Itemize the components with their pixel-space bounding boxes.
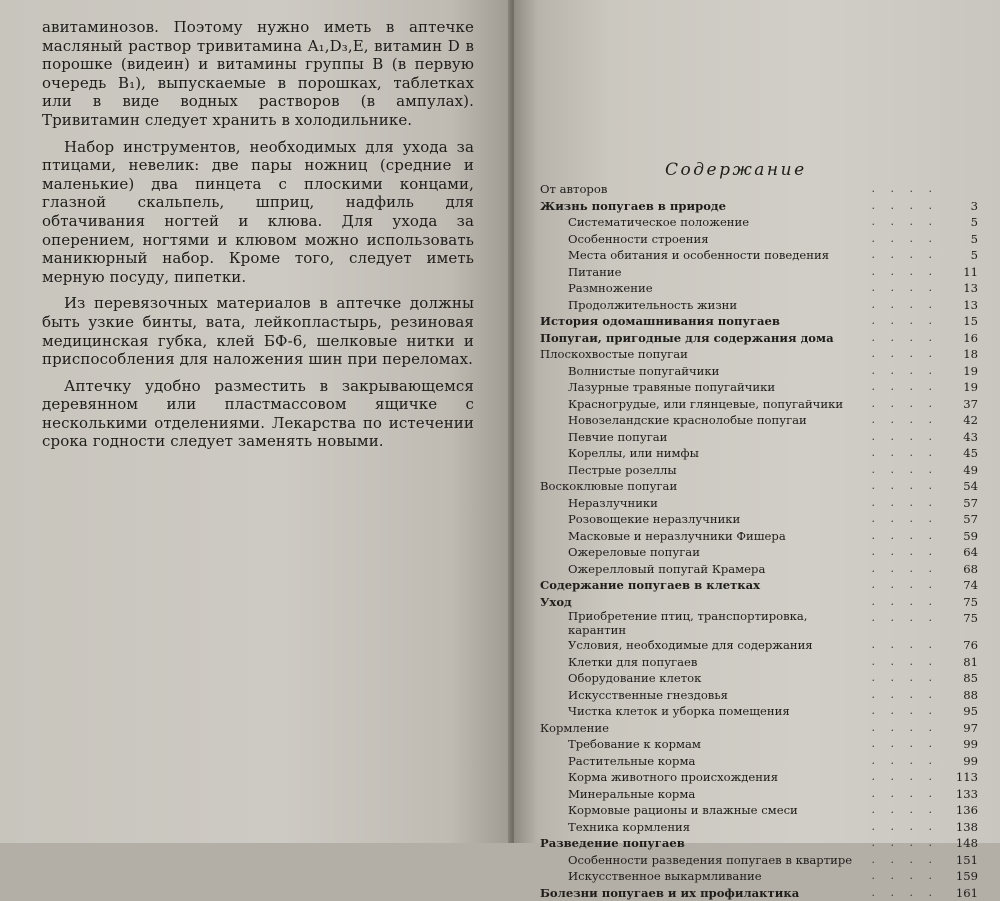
toc-entry-label: Продолжительность жизни xyxy=(568,298,737,312)
toc-leader-dots: . . . . xyxy=(872,363,938,380)
toc-leader-dots: . . . . xyxy=(872,637,938,654)
toc-entry-label: Искусственные гнездовья xyxy=(568,688,728,702)
toc-entry xyxy=(540,264,978,281)
toc-leader-dots: . . . . xyxy=(872,231,938,248)
toc-entry-page: 19 xyxy=(942,379,978,396)
toc-entry-page: 136 xyxy=(942,802,978,819)
toc-entry-label: От авторов xyxy=(540,182,607,196)
toc-leader-dots: . . . . xyxy=(872,786,938,803)
toc-leader-dots: . . . . xyxy=(872,247,938,264)
toc-entry-label: Особенности разведения попугаев в квартире xyxy=(568,853,852,867)
toc-entry xyxy=(540,786,978,803)
toc-entry xyxy=(540,379,978,396)
toc-entry xyxy=(540,654,978,671)
toc-entry-label: Клетки для попугаев xyxy=(568,655,697,669)
toc-entry-page: 95 xyxy=(942,703,978,720)
toc-entry xyxy=(540,462,978,479)
toc-entry-label: Требование к кормам xyxy=(568,737,701,751)
toc-entry xyxy=(540,346,978,363)
toc-leader-dots: . . . . xyxy=(872,412,938,429)
toc-entry-page: 133 xyxy=(942,786,978,803)
toc-entry-page: 42 xyxy=(942,412,978,429)
toc-entry-page: 11 xyxy=(942,264,978,281)
toc-leader-dots: . . . . xyxy=(872,703,938,720)
toc-entry-label: Жизнь попугаев в природе xyxy=(540,199,726,213)
toc-entry xyxy=(540,852,978,869)
toc-entry-label: Воскоклювые попугаи xyxy=(540,479,677,493)
toc-entry xyxy=(540,637,978,654)
toc-leader-dots: . . . . xyxy=(872,819,938,836)
toc-entry-label: Корма животного происхождения xyxy=(568,770,778,784)
toc-leader-dots: . . . . xyxy=(872,852,938,869)
toc-leader-dots: . . . . xyxy=(872,577,938,594)
toc-entry-page: 57 xyxy=(942,495,978,512)
toc-entry-label: Плоскохвостые попугаи xyxy=(540,347,688,361)
paragraph-1: авитаминозов. Поэтому нужно иметь в аптечке масляный раствор тривитамина A₁,D₃,E, витамин D в порошке (видеин) и витамины группы B (в первую очередь B₁), выпускаемые в порошках, таблетках или в виде водных растворов (в ампулах). Тривитамин следует хранить в холодильнике. xyxy=(42,18,474,130)
toc-entry-page: 75 xyxy=(942,594,978,611)
toc-entry xyxy=(540,297,978,314)
toc-entry-label: Места обитания и особенности поведения xyxy=(568,248,829,262)
toc-leader-dots: . . . . xyxy=(872,594,938,611)
toc-entry xyxy=(540,396,978,413)
toc-entry-label: Искусственное выкармливание xyxy=(568,869,762,883)
toc-entry xyxy=(540,720,978,737)
toc-entry-page: 74 xyxy=(942,577,978,594)
toc-entry xyxy=(540,544,978,561)
toc-entry xyxy=(540,802,978,819)
toc-entry-label: Красногрудые, или глянцевые, попугайчики xyxy=(568,397,843,411)
toc-entry-label: Розовощекие неразлучники xyxy=(568,512,740,526)
toc-entry-page: 148 xyxy=(942,835,978,852)
toc-entry-label: Волнистые попугайчики xyxy=(568,364,719,378)
toc-title: Содержание xyxy=(665,160,807,180)
toc-entry-label: Разведение попугаев xyxy=(540,836,685,850)
toc-entry-page: 159 xyxy=(942,868,978,885)
toc-entry-label: История одомашнивания попугаев xyxy=(540,314,780,328)
toc-entry-label: Содержание попугаев в клетках xyxy=(540,578,760,592)
toc-entry-page: 161 xyxy=(942,885,978,901)
toc-entry-label: Чистка клеток и уборка помещения xyxy=(568,704,790,718)
toc-entry-page: 59 xyxy=(942,528,978,545)
toc-entry xyxy=(540,478,978,495)
toc-leader-dots: . . . . xyxy=(872,544,938,561)
toc-entry-label: Минеральные корма xyxy=(568,787,695,801)
toc-entry-label: Систематическое положение xyxy=(568,215,749,229)
toc-entry xyxy=(540,703,978,720)
toc-leader-dots: . . . . xyxy=(872,885,938,901)
toc-entry-page: 88 xyxy=(942,687,978,704)
toc-leader-dots: . . . . xyxy=(872,511,938,528)
toc-entry-label: Лазурные травяные попугайчики xyxy=(568,380,775,394)
toc-entry-page: 16 xyxy=(942,330,978,347)
toc-entry xyxy=(540,753,978,770)
toc-entry-page: 54 xyxy=(942,478,978,495)
toc-entry-label: Условия, необходимые для содержания xyxy=(568,638,813,652)
toc-entry xyxy=(540,511,978,528)
toc-entry-page: 76 xyxy=(942,637,978,654)
toc-leader-dots: . . . . xyxy=(872,297,938,314)
toc-entry xyxy=(540,736,978,753)
toc-entry-page: 37 xyxy=(942,396,978,413)
toc-entry-page: 5 xyxy=(942,214,978,231)
toc-leader-dots: . . . . xyxy=(872,753,938,770)
toc-entry-page: 97 xyxy=(942,720,978,737)
toc-entry-label: Питание xyxy=(568,265,621,279)
toc-entry-label: Кореллы, или нимфы xyxy=(568,446,699,460)
toc-leader-dots: . . . . xyxy=(872,214,938,231)
toc-entry-page: 151 xyxy=(942,852,978,869)
toc-entry-page: 18 xyxy=(942,346,978,363)
toc-entry-label: Ожереловые попугаи xyxy=(568,545,700,559)
toc-entry-page: 75 xyxy=(942,610,978,627)
toc-entry-label: Певчие попугаи xyxy=(568,430,667,444)
toc-entry-label: Техника кормления xyxy=(568,820,690,834)
toc-entry xyxy=(540,363,978,380)
toc-entry xyxy=(540,198,978,215)
toc-entry xyxy=(540,769,978,786)
left-page xyxy=(0,0,512,843)
toc-leader-dots: . . . . xyxy=(872,429,938,446)
toc-leader-dots: . . . . xyxy=(872,330,938,347)
toc-leader-dots: . . . . xyxy=(872,280,938,297)
table-of-contents xyxy=(540,181,978,901)
toc-entry-page: 3 xyxy=(942,198,978,215)
toc-entry xyxy=(540,687,978,704)
toc-leader-dots: . . . . xyxy=(872,198,938,215)
toc-leader-dots: . . . . xyxy=(872,462,938,479)
toc-entry-label: Попугаи, пригодные для содержания дома xyxy=(540,331,834,345)
toc-entry xyxy=(540,214,978,231)
toc-leader-dots: . . . . xyxy=(872,561,938,578)
toc-entry-label: Неразлучники xyxy=(568,496,658,510)
toc-entry xyxy=(540,247,978,264)
toc-entry-page: 81 xyxy=(942,654,978,671)
toc-leader-dots: . . . . xyxy=(872,769,938,786)
toc-leader-dots: . . . . xyxy=(872,528,938,545)
toc-leader-dots: . . . . xyxy=(872,654,938,671)
toc-entry-label: Ожерелловый попугай Крамера xyxy=(568,562,765,576)
toc-leader-dots: . . . . xyxy=(872,396,938,413)
toc-entry xyxy=(540,429,978,446)
toc-leader-dots: . . . . xyxy=(872,670,938,687)
toc-entry-page: 43 xyxy=(942,429,978,446)
toc-entry-label: Кормление xyxy=(540,721,609,735)
toc-leader-dots: . . . . xyxy=(872,736,938,753)
toc-leader-dots: . . . . xyxy=(872,868,938,885)
toc-leader-dots: . . . . xyxy=(872,445,938,462)
toc-entry xyxy=(540,885,978,901)
toc-leader-dots: . . . . xyxy=(872,379,938,396)
toc-entry-label: Размножение xyxy=(568,281,653,295)
toc-leader-dots: . . . . xyxy=(872,835,938,852)
toc-leader-dots: . . . . xyxy=(872,720,938,737)
toc-leader-dots: . . . . xyxy=(872,346,938,363)
paragraph-2: Набор инструментов, необходимых для ухода за птицами, невелик: две пары ножниц (средние и маленькие) два пинцета с плоскими концами, глазной скальпель, шприц, надфиль для обтачивания ногтей и клюва. Для ухода за оперением, ногтями и клювом можно использовать маникюрный набор. Кроме того, следует иметь мерную посуду, пипетки. xyxy=(42,138,474,287)
toc-entry-page: 15 xyxy=(942,313,978,330)
toc-entry-label: Уход xyxy=(540,595,572,609)
toc-entry xyxy=(540,819,978,836)
toc-entry xyxy=(540,445,978,462)
toc-entry-page: 5 xyxy=(942,247,978,264)
toc-entry xyxy=(540,330,978,347)
toc-leader-dots: . . . . xyxy=(872,687,938,704)
toc-entry-page: 99 xyxy=(942,736,978,753)
toc-entry xyxy=(540,280,978,297)
toc-entry-label: Болезни попугаев и их профилактика xyxy=(540,886,799,900)
toc-entry-page: 45 xyxy=(942,445,978,462)
toc-entry-page: 99 xyxy=(942,753,978,770)
toc-entry-page: 5 xyxy=(942,231,978,248)
toc-entry-label: Оборудование клеток xyxy=(568,671,701,685)
toc-entry xyxy=(540,412,978,429)
toc-leader-dots: . . . . xyxy=(872,264,938,281)
left-page-text xyxy=(42,18,474,459)
toc-entry-label: Пестрые розеллы xyxy=(568,463,677,477)
toc-entry xyxy=(540,670,978,687)
toc-entry-label: Кормовые рационы и влажные смеси xyxy=(568,803,798,817)
toc-leader-dots: . . . . xyxy=(872,610,938,627)
toc-entry xyxy=(540,577,978,594)
toc-leader-dots: . . . . xyxy=(872,181,938,198)
toc-entry xyxy=(540,868,978,885)
toc-leader-dots: . . . . xyxy=(872,495,938,512)
toc-entry xyxy=(540,610,978,637)
toc-entry xyxy=(540,835,978,852)
toc-entry-page: 13 xyxy=(942,297,978,314)
toc-entry xyxy=(540,528,978,545)
toc-entry xyxy=(540,561,978,578)
toc-entry-label: Приобретение птиц, транспортировка, карантин xyxy=(568,610,818,637)
toc-entry-label: Масковые и неразлучники Фишера xyxy=(568,529,786,543)
toc-leader-dots: . . . . xyxy=(872,313,938,330)
toc-entry-page: 13 xyxy=(942,280,978,297)
toc-entry-page: 85 xyxy=(942,670,978,687)
toc-entry xyxy=(540,313,978,330)
toc-entry-page: 57 xyxy=(942,511,978,528)
toc-entry-page: 49 xyxy=(942,462,978,479)
toc-entry xyxy=(540,495,978,512)
toc-entry-page: 19 xyxy=(942,363,978,380)
paragraph-4: Аптечку удобно разместить в закрывающемся деревянном или пластмассовом ящичке с несколькими отделениями. Лекарства по истечении срока годности следует заменять новыми. xyxy=(42,377,474,451)
toc-leader-dots: . . . . xyxy=(872,478,938,495)
toc-entry-label: Новозеландские краснолобые попугаи xyxy=(568,413,807,427)
toc-entry xyxy=(540,181,978,198)
toc-entry-page: 113 xyxy=(942,769,978,786)
toc-entry-page: 138 xyxy=(942,819,978,836)
toc-entry-label: Особенности строения xyxy=(568,232,709,246)
toc-entry-page: 68 xyxy=(942,561,978,578)
paragraph-3: Из перевязочных материалов в аптечке должны быть узкие бинты, вата, лейкопластырь, резиновая медицинская губка, клей БФ-6, шелковые нитки и приспособления для наложения шин при переломах. xyxy=(42,294,474,368)
toc-leader-dots: . . . . xyxy=(872,802,938,819)
toc-entry-page: 64 xyxy=(942,544,978,561)
toc-entry xyxy=(540,594,978,611)
toc-entry xyxy=(540,231,978,248)
toc-entry-label: Растительные корма xyxy=(568,754,695,768)
